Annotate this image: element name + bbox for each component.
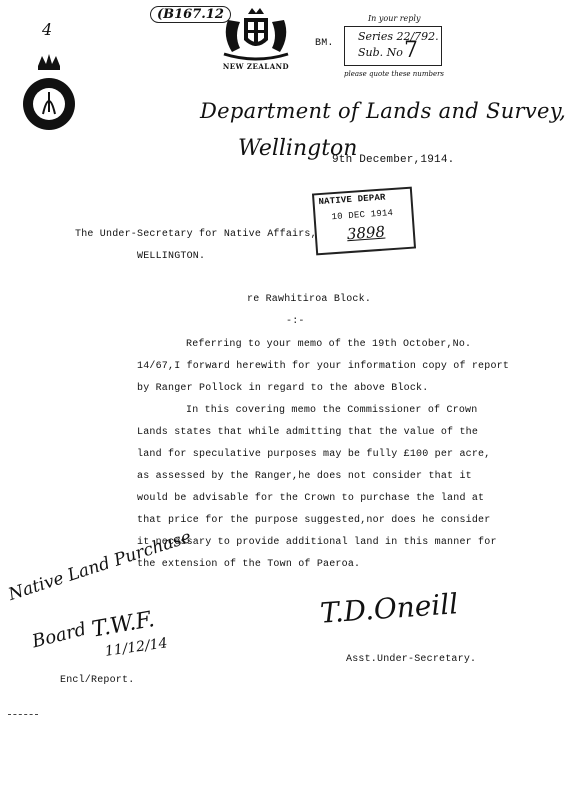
body-line: would be advisable for the Crown to purchase the land at bbox=[137, 493, 485, 504]
margin-note bbox=[6, 527, 194, 670]
addressee-line-1: The Under-Secretary for Native Affairs, bbox=[75, 229, 317, 240]
addressee-line-2: WELLINGTON. bbox=[137, 251, 206, 262]
department-heading: Department of Lands and Survey, bbox=[200, 99, 567, 123]
place-name: Wellington bbox=[238, 136, 358, 161]
dash-mark bbox=[8, 714, 38, 715]
reply-series: Series 22/792. bbox=[358, 30, 439, 43]
margin-note-line-1: Native Land Purchase bbox=[6, 527, 194, 606]
margin-note-initials: T.W.F. bbox=[90, 607, 157, 643]
stamp-dept: NATIVE DEPAR bbox=[318, 192, 386, 208]
reply-sub-no: Sub. No bbox=[358, 46, 403, 59]
stamp-number: 3898 bbox=[346, 222, 386, 244]
body-line: as assessed by the Ranger,he does not consider that it bbox=[137, 471, 472, 482]
stamp-date: 10 DEC 1914 bbox=[331, 207, 394, 223]
margin-note-line-2: Board bbox=[30, 618, 89, 653]
body-line: In this covering memo the Commissioner of Crown bbox=[186, 405, 478, 416]
subject-line: re Rawhitiroa Block. bbox=[247, 294, 372, 305]
body-line: Lands states that while admitting that the value of the bbox=[137, 427, 479, 438]
reply-line-1: In your reply bbox=[368, 14, 421, 23]
badge-icon bbox=[18, 52, 80, 136]
bm-label: BM. bbox=[315, 38, 334, 49]
letter-date: 9th December,1914. bbox=[332, 154, 455, 166]
enclosure-note: Encl/Report. bbox=[60, 675, 135, 686]
body-line: it necessary to provide additional land in this manner for bbox=[137, 537, 497, 548]
coat-of-arms-icon bbox=[214, 8, 298, 62]
file-number-text: (B167.12 bbox=[157, 7, 224, 22]
new-zealand-crest bbox=[214, 8, 298, 74]
signatory-title: Asst.Under-Secretary. bbox=[346, 654, 477, 665]
body-line: 14/67,I forward herewith for your information copy of report bbox=[137, 361, 510, 372]
crest-label: NEW ZEALAND bbox=[222, 62, 290, 71]
subject-separator: -:- bbox=[286, 316, 305, 327]
body-line: Referring to your memo of the 19th October,No. bbox=[186, 339, 472, 350]
reply-sub-mark: 7 bbox=[404, 38, 418, 63]
body-line: land for speculative purposes may be fully £100 per acre, bbox=[137, 449, 491, 460]
body-line: the extension of the Town of Paeroa. bbox=[137, 559, 361, 570]
lands-survey-badge bbox=[18, 52, 80, 136]
corner-mark: 4 bbox=[42, 20, 53, 39]
received-stamp bbox=[312, 187, 416, 256]
signature: T.D.Oneill bbox=[319, 587, 460, 630]
reply-reference-box bbox=[340, 14, 445, 78]
margin-note-date: 11/12/14 bbox=[104, 635, 169, 660]
body-line: that price for the purpose suggested,nor does he consider bbox=[137, 515, 491, 526]
reply-line-4: please quote these numbers bbox=[344, 70, 445, 78]
body-line: by Ranger Pollock in regard to the above Block. bbox=[137, 383, 429, 394]
